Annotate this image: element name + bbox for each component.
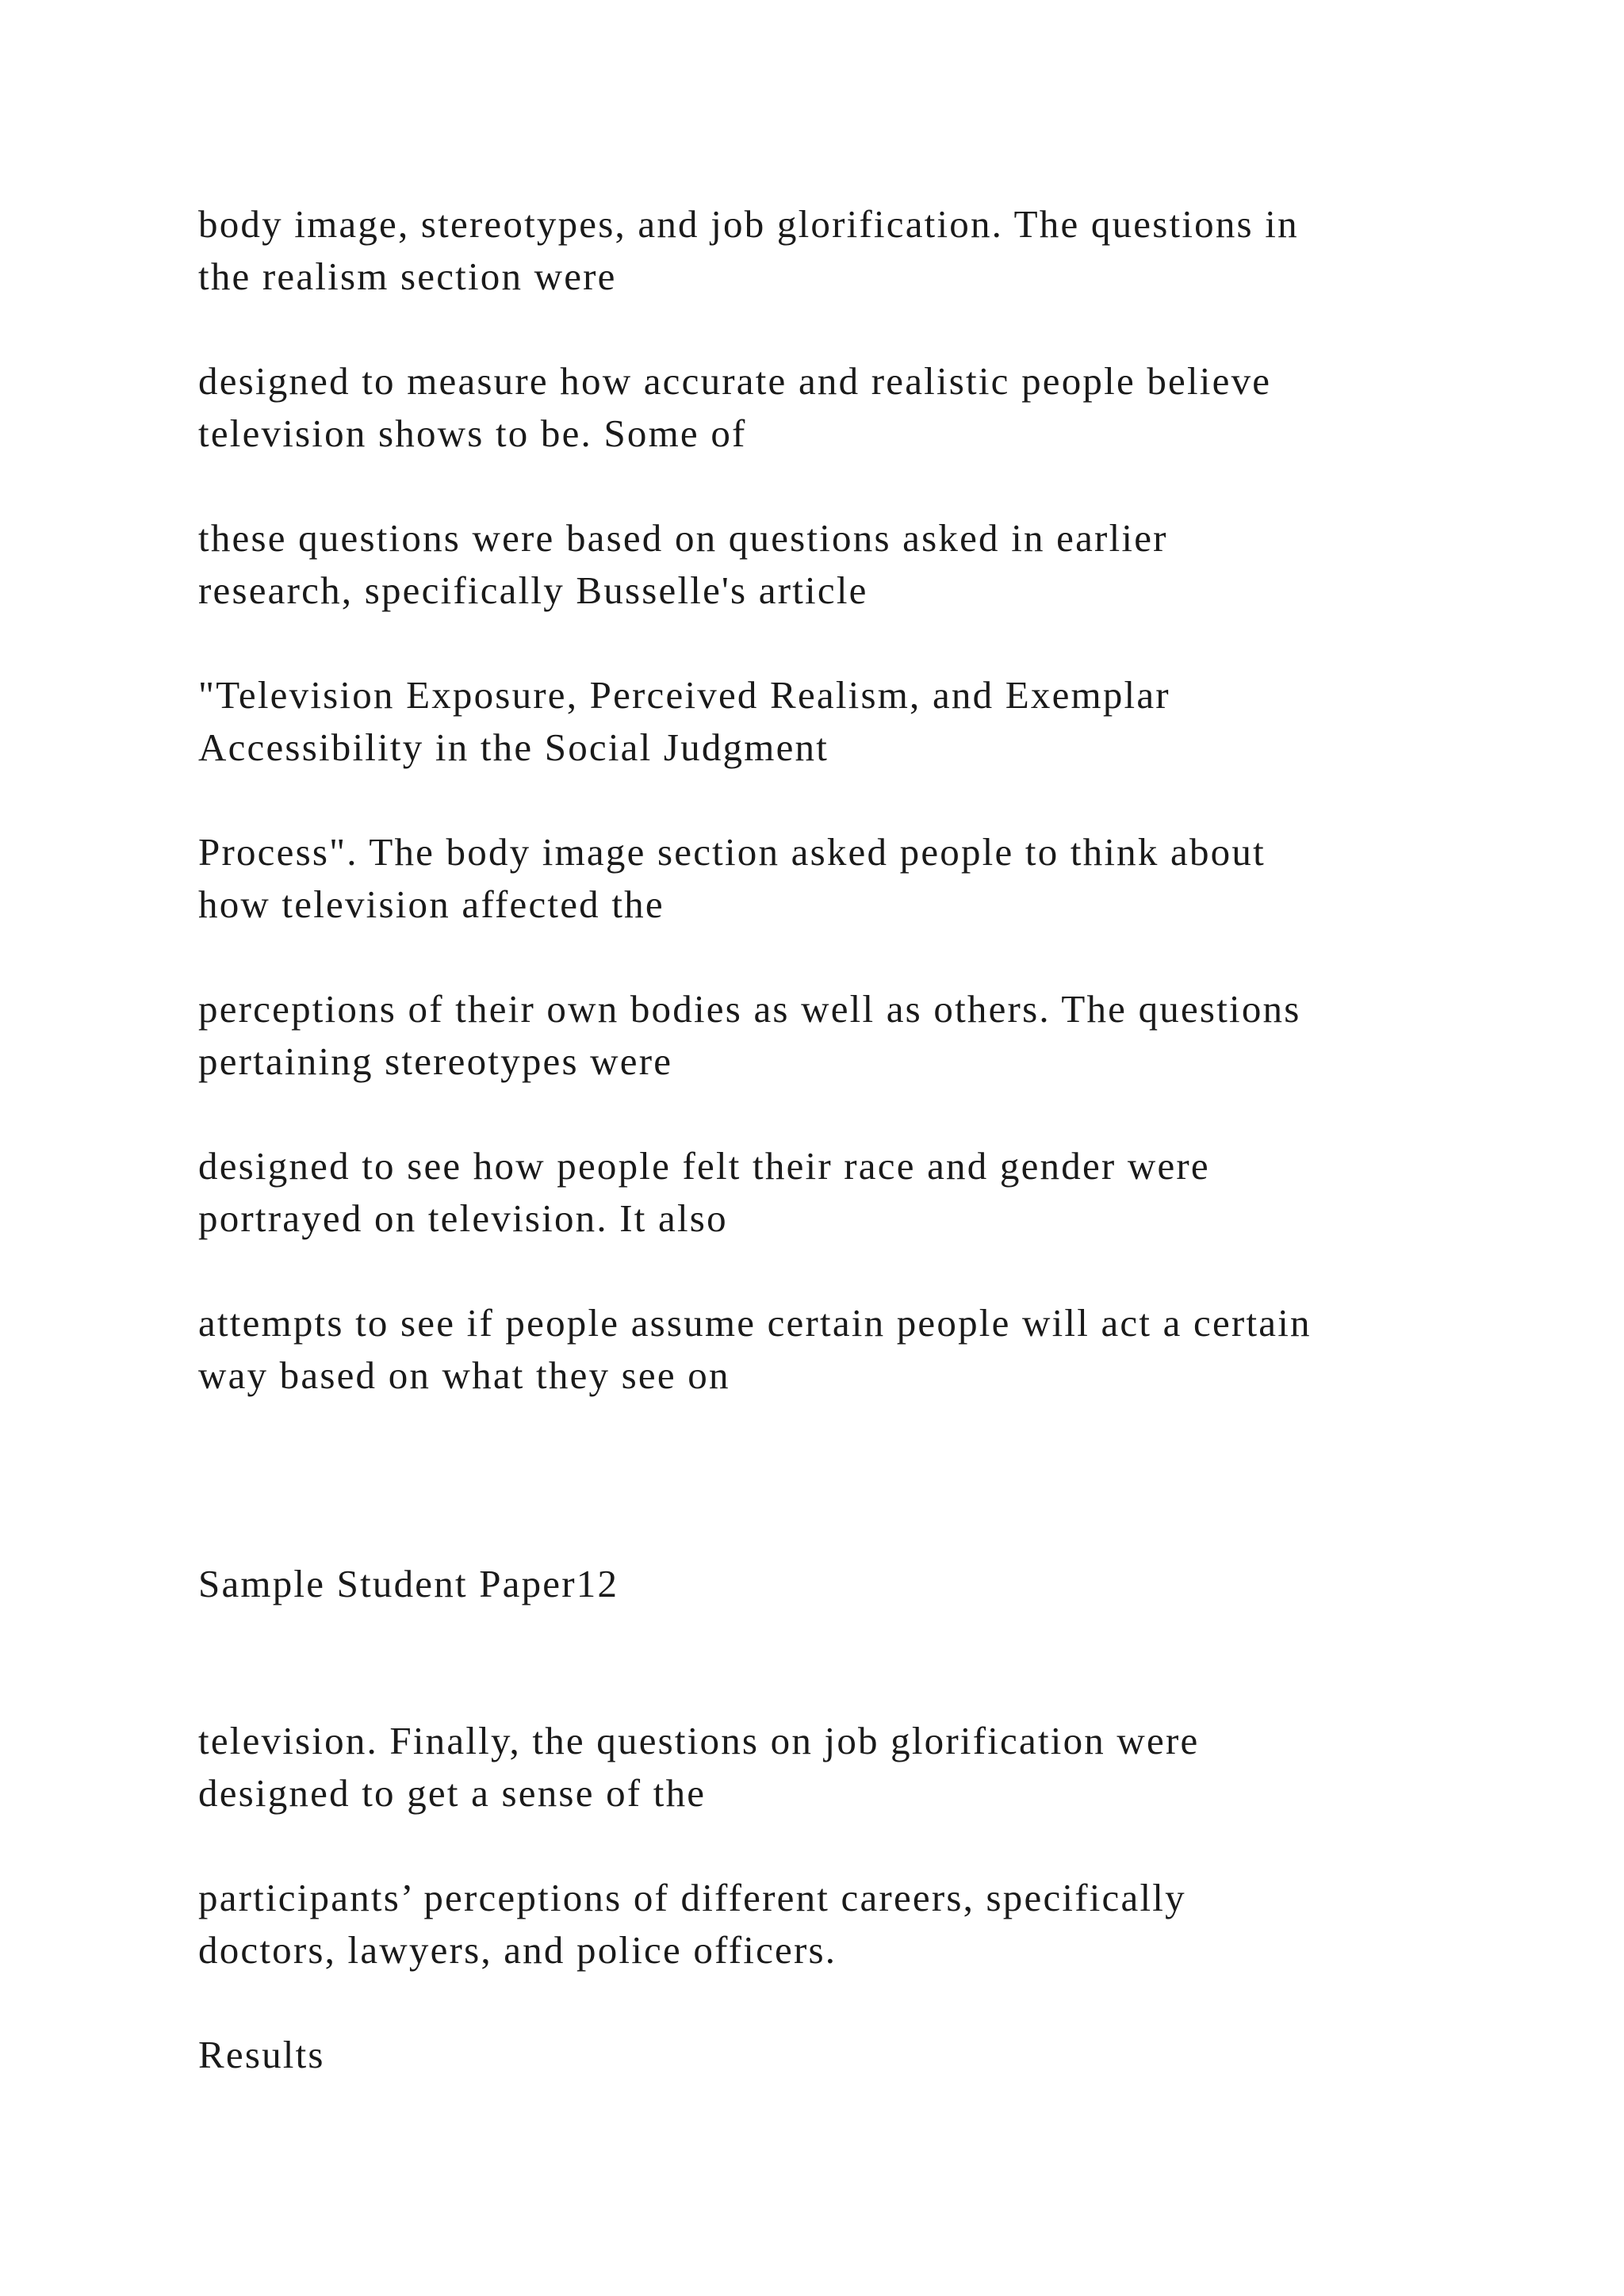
text-line: the realism section were	[198, 254, 617, 298]
paragraph-8	[198, 1297, 1546, 1402]
text-line: "Television Exposure, Perceived Realism, and Exemplar	[198, 673, 1170, 717]
section-heading-results	[198, 2029, 1546, 2081]
text-line: designed to see how people felt their race and gender were	[198, 1144, 1210, 1188]
paragraph-7	[198, 1140, 1546, 1245]
text-line: attempts to see if people assume certain people will act a certain	[198, 1301, 1312, 1345]
paragraph-10	[198, 1872, 1546, 1976]
text-line: participants’ perceptions of different careers, specifically	[198, 1876, 1186, 1919]
text-line: designed to measure how accurate and realistic people believe	[198, 359, 1272, 403]
section-heading-text: Results	[198, 2033, 325, 2076]
paragraph-9	[198, 1715, 1546, 1820]
paragraph-1	[198, 198, 1546, 303]
text-line: television shows to be. Some of	[198, 411, 747, 455]
paragraph-3	[198, 512, 1546, 617]
text-line: way based on what they see on	[198, 1353, 730, 1397]
text-line: how television affected the	[198, 882, 665, 926]
text-line: pertaining stereotypes were	[198, 1039, 673, 1083]
text-line: television. Finally, the questions on job glorification were	[198, 1719, 1200, 1762]
running-header	[198, 1558, 1546, 1610]
text-line: these questions were based on questions asked in earlier	[198, 516, 1168, 560]
paragraph-2	[198, 355, 1546, 460]
text-line: Process". The body image section asked people to think about	[198, 830, 1266, 874]
paragraph-6	[198, 983, 1546, 1088]
text-line: designed to get a sense of the	[198, 1771, 707, 1815]
running-header-text: Sample Student Paper12	[198, 1562, 619, 1605]
text-line: Accessibility in the Social Judgment	[198, 725, 829, 769]
text-line: perceptions of their own bodies as well as others. The questions	[198, 987, 1301, 1031]
paragraph-5	[198, 826, 1546, 931]
text-line: doctors, lawyers, and police officers.	[198, 1928, 837, 1972]
text-line: research, specifically Busselle's article	[198, 568, 868, 612]
text-line: portrayed on television. It also	[198, 1196, 728, 1240]
paragraph-4	[198, 669, 1546, 774]
text-line: body image, stereotypes, and job glorification. The questions in	[198, 202, 1299, 246]
